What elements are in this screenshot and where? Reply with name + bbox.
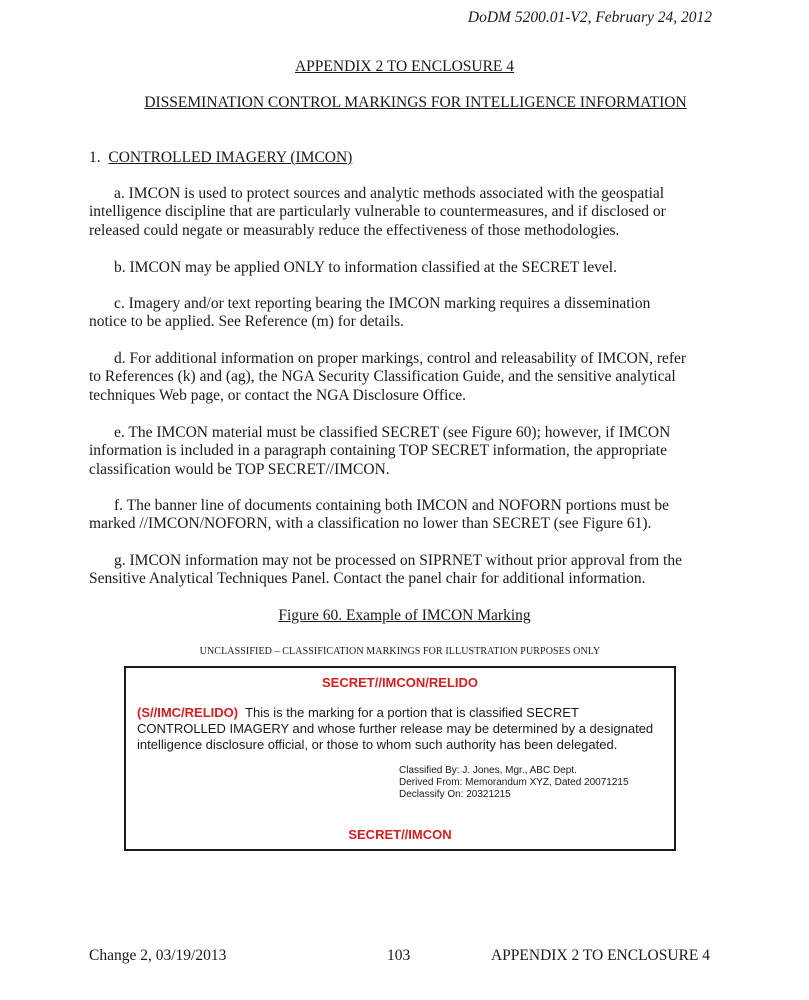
document-header: DoDM 5200.01-V2, February 24, 2012 [467, 9, 712, 26]
paragraph-line: d. For additional information on proper markings, control and releasability of IMCON, refer [114, 350, 687, 367]
paragraph-line: intelligence discipline that are particularly vulnerable to countermeasures, and if disclosed or [89, 203, 666, 221]
paragraph-line: marked //IMCON/NOFORN, with a classification no lower than SECRET (see Figure 61). [89, 515, 652, 533]
paragraph-line: classification would be TOP SECRET//IMCON. [89, 460, 390, 478]
paragraph-line: g. IMCON information may not be processed on SIPRNET without prior approval from the [114, 552, 682, 569]
paragraph-g [89, 552, 709, 589]
paragraph-d [89, 350, 709, 405]
figure-title: Figure 60. Example of IMCON Marking [278, 607, 531, 624]
portion-mark: (S//IMC/RELIDO) [137, 705, 239, 720]
page-number: 103 [387, 947, 411, 964]
paragraph-f [89, 497, 709, 534]
paragraph-e [89, 424, 709, 479]
paragraph-line: a. IMCON is used to protect sources and analytic methods associated with the geospatial [114, 185, 665, 202]
paragraph-line: Sensitive Analytical Techniques Panel. Contact the panel chair for additional information. [89, 570, 646, 588]
illustration-banner-note: UNCLASSIFIED – CLASSIFICATION MARKINGS FOR ILLUSTRATION PURPOSES ONLY [199, 646, 601, 657]
paragraph-line: notice to be applied. See Reference (m) for details. [89, 313, 405, 331]
paragraph-line: c. Imagery and/or text reporting bearing the IMCON marking requires a dissemination [114, 295, 651, 312]
classification-authority-block [399, 765, 629, 801]
declassify-on: Declassify On: 20321215 [399, 789, 511, 800]
paragraph-a [89, 185, 709, 240]
section-title: CONTROLLED IMAGERY (IMCON) [108, 149, 353, 166]
paragraph-line: e. The IMCON material must be classified SECRET (see Figure 60); however, if IMCON [114, 424, 671, 441]
portion-text: This is the marking for a portion that is classified SECRET [238, 705, 579, 720]
subject-title: DISSEMINATION CONTROL MARKINGS FOR INTELLIGENCE INFORMATION [144, 94, 687, 111]
marking-example-box [124, 666, 676, 851]
paragraph-c [89, 295, 709, 332]
paragraph-line: information is included in a paragraph containing TOP SECRET information, the appropriate [89, 442, 667, 460]
section-number: 1. [89, 149, 101, 166]
bottom-classification-banner: SECRET//IMCON [348, 827, 452, 842]
portion-line: CONTROLLED IMAGERY and whose further release may be determined by a designated [137, 721, 654, 736]
derived-from: Derived From: Memorandum XYZ, Dated 20071215 [399, 777, 629, 788]
footer-location: APPENDIX 2 TO ENCLOSURE 4 [490, 947, 710, 964]
paragraph-line: to References (k) and (ag), the NGA Security Classification Guide, and the sensitive analytical [89, 368, 676, 386]
paragraph-line: released could negate or measurably reduce the effectiveness of those methodologies. [89, 221, 620, 239]
classified-by: Classified By: J. Jones, Mgr., ABC Dept. [399, 765, 577, 776]
paragraph-line: techniques Web page, or contact the NGA Disclosure Office. [89, 386, 466, 404]
portion-line [137, 705, 677, 721]
footer-change: Change 2, 03/19/2013 [89, 947, 227, 964]
portion-line: intelligence disclosure official, or those to whom such authority has been delegated. [137, 737, 618, 752]
paragraph-b [89, 259, 709, 277]
section-heading [89, 149, 352, 167]
paragraph-line: f. The banner line of documents containing both IMCON and NOFORN portions must be [114, 497, 670, 514]
top-classification-banner: SECRET//IMCON/RELIDO [321, 675, 478, 690]
portion-marked-text [137, 705, 677, 753]
appendix-title: APPENDIX 2 TO ENCLOSURE 4 [294, 58, 515, 75]
paragraph-line: b. IMCON may be applied ONLY to information classified at the SECRET level. [114, 259, 617, 276]
